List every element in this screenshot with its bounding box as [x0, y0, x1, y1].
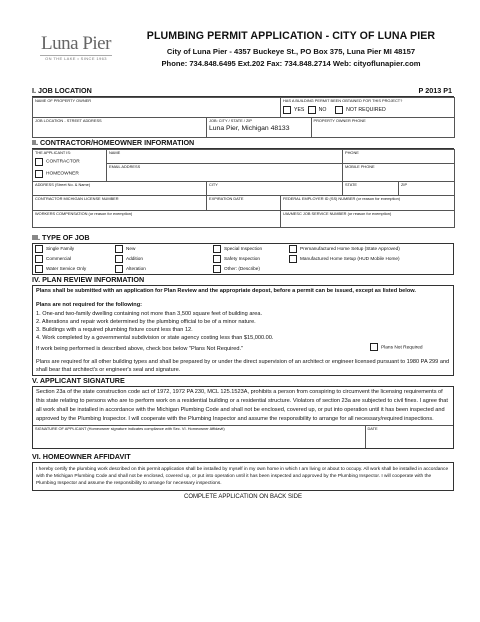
- field-label: THE APPLICANT IS:: [35, 150, 72, 155]
- signature-legal-text: Section 23a of the state construction code act of 1972, 1972 PA 230, MCL 125.1523A, prohibits a person from conspiring to circumvent the licensing requirements of this state relating to persons who are to perform work on a residential building or a residential structure. Violators of section 23a are subjected to civil fines. I agree that all work shall be installed in accordance with the Michigan Plumbing Code and shall not be enclosed, covered up, or put into operation until it has been inspected and approved by the Plumbing Inspector. I will cooperate with the Plumbing Inspector and assume the responsibility to arrange for all necessary/required inspections.: [36, 389, 448, 422]
- job-city-value: Luna Pier, Michigan 48133: [209, 125, 290, 132]
- contractor-checkbox[interactable]: [35, 158, 43, 166]
- form-header: [32, 28, 454, 86]
- not-required-checkbox[interactable]: [335, 106, 343, 114]
- state-zip-subtable: [343, 182, 454, 195]
- contractor-address-field[interactable]: [33, 182, 207, 196]
- field-label: FEDERAL EMPLOYER ID (SS) NUMBER (or reason for exemption): [283, 196, 401, 201]
- exemption-item: 4. Work completed by a governmental subdivision or state agency costing less than $15,000.00.: [36, 335, 274, 341]
- option-commercial[interactable]: [33, 254, 113, 264]
- contractor-city-field[interactable]: [207, 182, 343, 196]
- option-water-service[interactable]: [33, 264, 113, 274]
- checkbox[interactable]: [213, 255, 221, 263]
- plans-not-required-checkbox[interactable]: [370, 343, 378, 351]
- back-side-notice: COMPLETE APPLICATION ON BACK SIDE: [184, 493, 302, 500]
- option-special-inspection[interactable]: [211, 244, 287, 254]
- field-label: MOBILE PHONE: [345, 164, 375, 169]
- field-label: PHONE: [345, 150, 359, 155]
- option-alteration[interactable]: [113, 264, 211, 274]
- phone-field[interactable]: [343, 150, 455, 164]
- job-type-table: [33, 244, 453, 274]
- field-label: ZIP: [401, 182, 408, 187]
- checkbox[interactable]: [35, 255, 43, 263]
- plans-not-required-heading: Plans are not required for the following:: [36, 302, 142, 308]
- option-single-family[interactable]: [33, 244, 113, 254]
- field-label: ADDRESS (Street No. & Name): [35, 182, 91, 187]
- option-label: New: [126, 246, 136, 252]
- building-permit-question: [281, 98, 455, 118]
- section-signature-title: [32, 376, 454, 387]
- option-safety-inspection[interactable]: [211, 254, 287, 264]
- section-title: III. TYPE OF JOB: [32, 233, 90, 242]
- exemption-item: 3. Buildings with a required plumbing fixture count less than 12.: [36, 327, 193, 333]
- section-title: V. APPLICANT SIGNATURE: [32, 376, 125, 385]
- section-title: VI. HOMEOWNER AFFIDAVIT: [32, 451, 131, 461]
- homeowner-checkbox[interactable]: [35, 170, 43, 178]
- exemption-item: 2. Alterations and repair work determined by the plumbing official to be of a minor nature.: [36, 319, 256, 325]
- city-address: City of Luna Pier - 4357 Buckeye St., PO Box 375, Luna Pier MI 48157: [166, 47, 416, 56]
- city-logo: [34, 34, 118, 61]
- checkbox[interactable]: [289, 245, 297, 253]
- field-label: UIA/MESC JOB SERVICE NUMBER (or reason for exemption): [283, 211, 392, 216]
- applicant-type-cell: [33, 150, 107, 182]
- option-label: Commercial: [46, 256, 72, 262]
- license-number-field[interactable]: [33, 196, 207, 211]
- logo-tagline: ON THE LAKE • SINCE 1963: [45, 56, 107, 61]
- section-title: II. CONTRACTOR/HOMEOWNER INFORMATION: [32, 138, 195, 147]
- signature-row: [33, 425, 453, 448]
- yes-label: YES: [294, 107, 305, 114]
- field-label: EMAIL ADDRESS: [109, 164, 141, 169]
- section-title: IV. PLAN REVIEW INFORMATION: [32, 275, 145, 284]
- workers-comp-field[interactable]: [33, 211, 281, 228]
- option-label: Premanufactured Home Setup (State Approved): [300, 246, 400, 252]
- zip-field[interactable]: [399, 182, 455, 195]
- form-number: P 2013 P1: [418, 86, 452, 95]
- street-address-field[interactable]: [33, 118, 207, 138]
- option-label: Safety Inspection: [224, 256, 260, 262]
- expiration-date-field[interactable]: [207, 196, 281, 211]
- state-field[interactable]: [343, 182, 399, 195]
- mobile-phone-field[interactable]: [343, 164, 455, 182]
- no-label: NO: [318, 107, 327, 114]
- section-job-type-title: [32, 233, 454, 244]
- homeowner-label: HOMEOWNER: [46, 171, 79, 177]
- field-label: STATE: [345, 182, 357, 187]
- section-contractor-title: [32, 138, 454, 149]
- checkbox[interactable]: [289, 255, 297, 263]
- not-required-label: NOT REQUIRED: [346, 107, 386, 114]
- checkbox[interactable]: [213, 245, 221, 253]
- signature-date-field[interactable]: [365, 426, 453, 448]
- field-label: HAS A BUILDING PERMIT BEEN OBTAINED FOR THIS PROJECT?: [283, 98, 403, 103]
- city-phone-subtable: [207, 118, 454, 137]
- field-label: PROPERTY OWNER PHONE: [313, 118, 366, 123]
- checkbox[interactable]: [115, 245, 123, 253]
- option-label: Single Family: [46, 246, 75, 252]
- checkbox[interactable]: [35, 265, 43, 273]
- job-type-row: [33, 244, 453, 254]
- contractor-label: CONTRACTOR: [46, 159, 80, 165]
- option-label: Special Inspection: [224, 246, 263, 252]
- option-label: Manufactured Home Setup (HUD Mobile Home): [300, 256, 400, 262]
- checkbox[interactable]: [115, 265, 123, 273]
- option-addition[interactable]: [113, 254, 211, 264]
- job-type-row: [33, 264, 453, 274]
- plan-review-intro: Plans shall be submitted with an application for Plan Review and the appropriate depost, before a permit can be issued, except as listed below.: [36, 288, 416, 294]
- form-title: PLUMBING PERMIT APPLICATION - CITY OF LUNA PIER: [146, 30, 436, 42]
- checkbox[interactable]: [213, 265, 221, 273]
- job-location-table: [32, 97, 455, 138]
- field-label: JOB: CITY / STATE / ZIP: [209, 118, 253, 123]
- section-title: I. JOB LOCATION: [32, 86, 92, 95]
- checkbox[interactable]: [115, 255, 123, 263]
- field-label: NAME OF PROPERTY OWNER: [35, 98, 92, 103]
- logo-wordmark: Luna Pier: [41, 33, 111, 54]
- signature-frame: [32, 387, 454, 449]
- yes-checkbox[interactable]: [283, 106, 291, 114]
- plans-not-required-label: Plans Not Required: [381, 345, 423, 351]
- owner-name-field[interactable]: [33, 98, 281, 118]
- uia-number-field[interactable]: [281, 211, 455, 228]
- plans-required-text: Plans are required for all other building types and shall be prepared by or under the direct supervision of an architect or engineer licensed pursuant to 1980 PA 299 and shall bear that architect's or engineer's seal and signature.: [36, 359, 450, 373]
- checkbox[interactable]: [35, 245, 43, 253]
- section-affidavit-title: [32, 452, 454, 463]
- option-premanufactured-home[interactable]: [287, 244, 453, 254]
- field-label: WORKERS COMPENSATION (or reason for exemption): [35, 211, 133, 216]
- state-zip-cell: [343, 182, 455, 196]
- name-field[interactable]: [107, 150, 343, 164]
- owner-phone-field[interactable]: [311, 118, 454, 137]
- field-label: NAME: [109, 150, 121, 155]
- field-label: DATE: [367, 426, 378, 431]
- option-new[interactable]: [113, 244, 211, 254]
- exemption-item: 1. One-and two-family dwelling containing not more than 3,500 square feet of building area.: [36, 311, 263, 317]
- field-label: CONTRACTOR MICHIGAN LICENSE NUMBER: [35, 196, 119, 201]
- plans-check-row: [33, 344, 453, 354]
- no-checkbox[interactable]: [308, 106, 316, 114]
- field-label: JOB LOCATION - STREET ADDRESS: [35, 118, 102, 123]
- option-label: Alteration: [126, 266, 146, 272]
- empty-cell: [287, 264, 453, 274]
- field-label: SIGNATURE OF APPLICANT (Homeowner signature indicates compliance with Sec. VI. Homeowner Affidavit): [35, 426, 225, 431]
- plan-review-frame: [32, 286, 454, 376]
- city-state-zip-row: [207, 118, 455, 138]
- option-label: Other: (Describe): [224, 266, 260, 272]
- affidavit-frame: [32, 463, 454, 491]
- job-city-field[interactable]: [207, 118, 311, 137]
- applicant-signature-field[interactable]: [33, 426, 365, 448]
- field-label: EXPIRATION DATE: [209, 196, 244, 201]
- field-label: CITY: [209, 182, 218, 187]
- option-manufactured-home[interactable]: [287, 254, 453, 264]
- option-label: Addition: [126, 256, 143, 262]
- federal-id-field[interactable]: [281, 196, 455, 211]
- email-field[interactable]: [107, 164, 343, 182]
- section-plan-review-title: [32, 275, 454, 286]
- section-job-location-title: [32, 86, 454, 97]
- city-contact: Phone: 734.848.6495 Ext.202 Fax: 734.848.2714 Web: cityoflunapier.com: [161, 59, 421, 68]
- option-label: Water Service Only: [46, 266, 87, 272]
- contractor-table: [32, 149, 455, 228]
- job-type-row: [33, 254, 453, 264]
- job-type-frame: [32, 244, 454, 275]
- plans-not-required-option[interactable]: [370, 343, 423, 352]
- check-instruction: If work being performed is described above, check box below "Plans Not Required.": [36, 346, 244, 352]
- permit-form: [32, 28, 454, 500]
- affidavit-text: I hereby certify the plumbing work described on this permit application shall be installed by myself in my own home in which I am living or about to occupy. All work shall be installed in accordance with the Michigan Plumbing Code and shall not be enclosed, covered up, or put into operation until it has been inspected and approved by the Plumbing Inspector. I will cooperate with the Plumbing Inspector and assume the responsibility to arrange for necessary inspections.: [36, 466, 449, 486]
- option-other[interactable]: [211, 264, 287, 274]
